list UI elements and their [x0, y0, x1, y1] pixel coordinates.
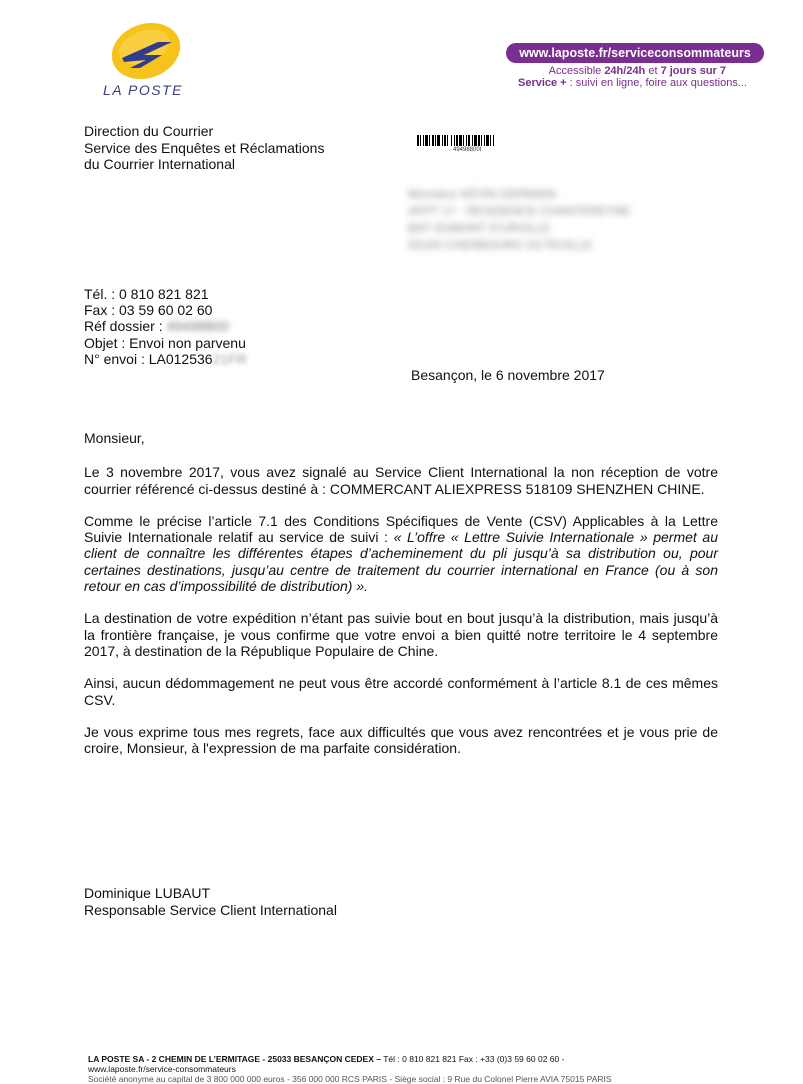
paragraph: Ainsi, aucun dédommagement ne peut vous être accordé conformément à l’article 8.1 de ces mêmes CSV.	[84, 675, 718, 708]
barcode-bar	[472, 135, 473, 146]
barcode-bar	[493, 135, 494, 146]
barcode-bar	[437, 135, 440, 146]
barcode-bar	[490, 135, 491, 146]
footer-legal: Société anonyme au capital de 3 800 000 000 euros - 356 000 000 RCS PARIS - Siège social : 9 Rue du Colonel Pierre AVIA 75015 PARIS	[88, 1074, 612, 1084]
barcode-bar	[484, 135, 485, 146]
paragraph: Le 3 novembre 2017, vous avez signalé au Service Client International la non réception de votre courrier référencé ci-dessus destiné à : COMMERCANT ALIEXPRESS 518109 SHENZHEN CHINE.	[84, 464, 718, 497]
barcode-bar	[478, 135, 480, 146]
barcode-bar	[481, 135, 482, 146]
barcode-number: 49498800I	[453, 147, 482, 153]
barcode-bar	[429, 135, 430, 146]
signature-block	[84, 885, 337, 918]
footer-address: LA POSTE SA - 2 CHEMIN DE L’ERMITAGE - 25033 BESANÇON CEDEX – Tél : 0 810 821 821 Fax : +33 (0)3 59 60 02 60 -	[88, 1054, 565, 1064]
signatory-name: Dominique LUBAUT	[84, 885, 211, 901]
barcode-bar	[486, 135, 489, 146]
barcode-bar	[423, 135, 424, 146]
dossier-line: Réf dossier : 49498800	[84, 318, 229, 335]
banner-availability: Accessible 24h/24h et 7 jours sur 7	[548, 65, 726, 77]
barcode-bar	[442, 135, 443, 146]
dossier-value-redacted: 49498800	[166, 318, 229, 335]
barcode-bar	[432, 135, 434, 146]
barcode-bar	[459, 135, 462, 146]
paragraph: La destination de votre expédition n’étant pas suivie bout en bout jusqu’à la distribution, mais jusqu’à la frontière française, je vous confirme que votre envoi a bien quitté notre territoire le 4 septembre 2017, à destination de la République Populaire de Chine.	[84, 610, 718, 659]
sender-line: Direction du Courrier	[84, 123, 214, 139]
letter-date: Besançon, le 6 novembre 2017	[411, 367, 605, 383]
signatory-title: Responsable Service Client International	[84, 901, 337, 918]
sender-line: du Courrier International	[84, 156, 235, 172]
barcode-bar	[444, 135, 446, 146]
barcode-bar	[417, 135, 419, 146]
service-url-banner[interactable]: www.laposte.fr/serviceconsommateurs	[506, 43, 764, 63]
salutation: Monsieur,	[84, 430, 145, 446]
paragraph: Je vous exprime tous mes regrets, face aux difficultés que vous avez rencontrées et je vous prie de croire, Monsieur, à l'expression de ma parfaite considération.	[84, 723, 718, 757]
reference-block	[84, 286, 247, 367]
fax-line: Fax : 03 59 60 02 60	[84, 302, 213, 319]
envoi-redacted: 21FR	[212, 350, 247, 367]
tel-line: Tél. : 0 810 821 821	[84, 286, 209, 302]
sender-line: Service des Enquêtes et Réclamations	[84, 139, 325, 156]
logo-text: LA POSTE	[103, 82, 183, 98]
recipient-line: BAT DUMONT D'URVILLE	[408, 221, 551, 235]
barcode-bar	[420, 135, 421, 146]
objet-line: Objet : Envoi non parvenu	[84, 334, 246, 351]
recipient-line: Monsieur KÉVIN GERMAIN	[408, 187, 557, 201]
barcode-bar	[435, 135, 436, 146]
paragraph-csv-quote: Comme le précise l’article 7.1 des Conditions Spécifiques de Vente (CSV) Applicables à la Lettre Suivie Internationale relatif au service de suivi : « L’offre « Lettre Suivie Internationale » permet au client de connaître les différentes étapes d’acheminement du pli jusqu’à sa distribution ou, pour certaines destinations, jusqu’au centre de traitement du courrier international en France (ou à son retour en cas d’impossibilité de distribution) ».	[84, 512, 718, 595]
sender-block	[84, 123, 324, 173]
recipient-line: APPT 17 - RESIDENCE CHANTEREYNE	[408, 204, 631, 218]
barcode-bar	[456, 135, 458, 146]
quote-italic: « L’offre « Lettre Suivie Internationale » permet au client de connaître les différentes étapes d’acheminement du pli jusqu’à sa distribution ou, pour certaines destinations, jusqu’au centre de traitement du courrier international en France (ou à son retour en cas d’impossibilité de distribution) ».	[84, 529, 718, 595]
barcode-bar	[451, 135, 452, 146]
barcode-icon	[417, 135, 527, 157]
barcode-bar	[454, 135, 455, 146]
barcode-bar	[474, 135, 477, 146]
barcode-bar	[468, 135, 470, 146]
barcode-bar	[447, 135, 448, 146]
banner-service-plus: Service + : suivi en ligne, foire aux questions...	[517, 77, 747, 89]
recipient-line: 50100 CHERBOURG OCTEVILLE	[408, 238, 593, 252]
envoi-line: N° envoi : LA01253621FR	[84, 350, 247, 367]
letter-body	[84, 430, 718, 772]
barcode-bar	[463, 135, 464, 146]
recipient-address	[408, 186, 680, 254]
barcode-bar	[425, 135, 428, 146]
footer-website[interactable]: www.laposte.fr/service-consommateurs	[88, 1064, 236, 1074]
barcode-bar	[466, 135, 467, 146]
